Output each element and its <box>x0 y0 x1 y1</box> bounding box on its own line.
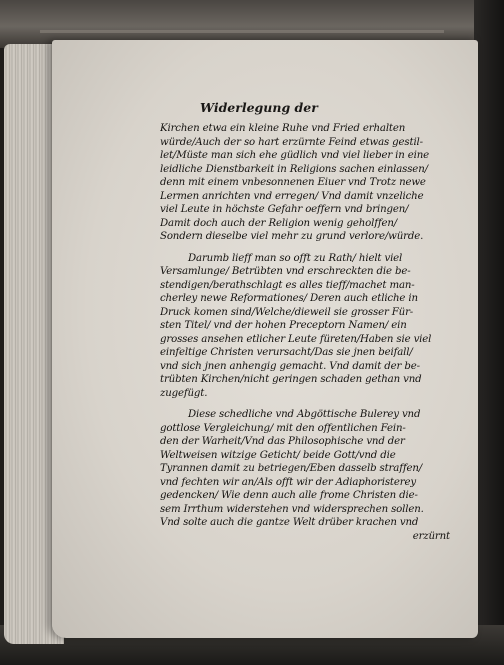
text-line: zugefügt. <box>160 387 208 399</box>
paragraph-2 <box>160 252 450 401</box>
text-line: vnd fechten wir an/Als offt wir der Adiaphoristerey <box>160 476 416 488</box>
text-line: gottlose Vergleichung/ mit den offentlichen Fein- <box>160 422 406 434</box>
text-line: Weltweisen witzige Geticht/ beide Gott/vnd die <box>160 449 396 461</box>
text-line: Damit doch auch der Religion wenig geholffen/ <box>160 217 398 229</box>
running-head: Widerlegung der <box>200 100 318 115</box>
text-line: stendigen/berathschlagt es alles tieff/machet man- <box>160 279 415 291</box>
paragraph-3 <box>160 408 450 543</box>
text-line: gedencken/ Wie denn auch alle frome Christen die- <box>160 490 418 501</box>
text-line: einfeltige Christen verursacht/Das sie jnen beifall/ <box>160 347 413 358</box>
right-background <box>474 0 504 665</box>
text-line: Druck komen sind/Welche/dieweil sie grosser Für- <box>160 306 414 318</box>
text-line: cherley newe Reformationes/ Deren auch etliche in <box>160 293 418 304</box>
text-line: Versamlunge/ Betrübten vnd erschreckten die be- <box>160 266 411 277</box>
paragraph-1 <box>160 122 450 244</box>
text-line: let/Müste man sich ehe güdlich vnd viel lieber in eine <box>160 150 430 161</box>
text-line: Tyrannen damit zu betriegen/Eben dasselb straffen/ <box>160 463 423 474</box>
text-line: denn mit einem vnbesonnenen Eiuer vnd Trotz newe <box>160 177 426 188</box>
text-line: Darumb lieff man so offt zu Rath/ hielt viel <box>188 252 403 264</box>
text-line: Diese schedliche vnd Abgöttische Bulerey vnd <box>188 409 421 420</box>
text-line: würde/Auch der so hart erzürnte Feind etwas gestil- <box>160 136 423 148</box>
text-line: trübten Kirchen/nicht geringen schaden gethan vnd <box>160 374 422 385</box>
text-line: Lermen anrichten vnd erregen/ Vnd damit vnzeliche <box>160 190 424 202</box>
text-line: Kirchen etwa ein kleine Ruhe vnd Fried erhalten <box>160 123 406 134</box>
text-line: Sondern dieselbe viel mehr zu grund verlore/würde. <box>160 231 424 242</box>
text-line: Vnd solte auch die gantze Welt drüber krachen vnd <box>160 517 419 528</box>
text-line: den der Warheit/Vnd das Philosophische vnd der <box>160 436 405 447</box>
catchword: erzürnt <box>412 530 450 542</box>
text-line: vnd sich jnen anhengig gemacht. Vnd damit der be- <box>160 360 420 372</box>
text-line: sten Titel/ vnd der hohen Preceptorn Namen/ ein <box>160 320 407 331</box>
text-block <box>160 122 450 543</box>
text-line: viel Leute in höchste Gefahr oeffern vnd bringen/ <box>160 204 409 215</box>
text-line: sem Irrthum widerstehen vnd widersprechen sollen. <box>160 503 424 515</box>
text-line: grosses ansehen etlicher Leute füreten/Haben sie viel <box>160 333 432 345</box>
text-line: leidliche Dienstbarkeit in Religions sachen einlassen/ <box>160 163 428 175</box>
